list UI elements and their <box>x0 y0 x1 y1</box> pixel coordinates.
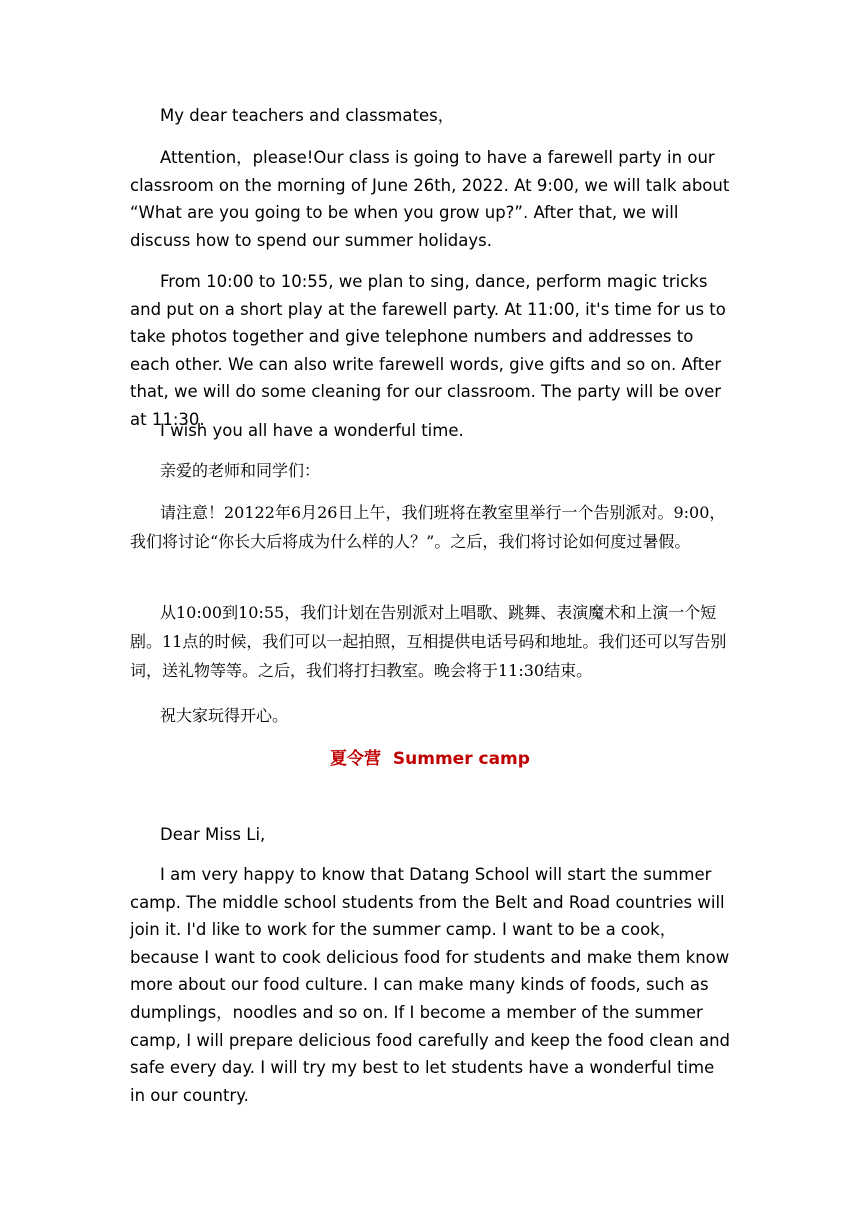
section-heading <box>130 744 730 769</box>
section-heading-zh: 夏令营 <box>330 749 382 769</box>
letter1-greeting: My dear teachers and classmates， <box>160 106 455 125</box>
translation-paragraph-2: 从10:00到10:55，我们计划在告别派对上唱歌、跳舞、表演魔术和上演一个短剧。11点的时候，我们可以一起拍照，互相提供电话号码和地址。我们还可以写告别词，送礼物等等。之后，我们将打扫教室。晚会将于11:30结束。 <box>130 603 727 680</box>
letter2-greeting: Dear Miss Li, <box>160 825 266 844</box>
letter1-closing: I wish you all have a wonderful time. <box>160 421 464 440</box>
letter1-paragraph-1: Attention，please!Our class is going to have a farewell party in our classroom on the morning of June 26th, 2022. At 9:00, we will talk about “What are you going to be when you grow up?”. After that, we will discuss how to spend our summer holidays. <box>130 148 730 250</box>
section-heading-en: Summer camp <box>392 749 530 769</box>
translation-greeting: 亲爱的老师和同学们： <box>160 461 321 480</box>
translation-closing: 祝大家玩得开心。 <box>160 706 289 725</box>
letter2-paragraph-1: I am very happy to know that Datang School will start the summer camp. The middle school students from the Belt and Road countries will join it. I'd like to work for the summer camp. I want to be a cook，because I want to cook delicious food for students and make them know more about our food culture. I can make many kinds of foods, such as dumplings，noodles and so on. If I become a member of the summer camp, I will prepare delicious food carefully and keep the food clean and safe every day. I will try my best to let students have a wonderful time in our country. <box>130 865 731 1105</box>
translation-paragraph-1: 请注意！20122年6月26日上午，我们班将在教室里举行一个告别派对。9:00，我们将讨论“你长大后将成为什么样的人？”。之后，我们将讨论如何度过暑假。 <box>130 503 726 551</box>
letter1-paragraph-2: From 10:00 to 10:55, we plan to sing, dance, perform magic tricks and put on a short play at the farewell party. At 11:00, it's time for us to take photos together and give telephone numbers and addresses to each other. We can also write farewell words, give gifts and so on. After that, we will do some cleaning for our classroom. The party will be over at 11:30. <box>130 272 726 429</box>
